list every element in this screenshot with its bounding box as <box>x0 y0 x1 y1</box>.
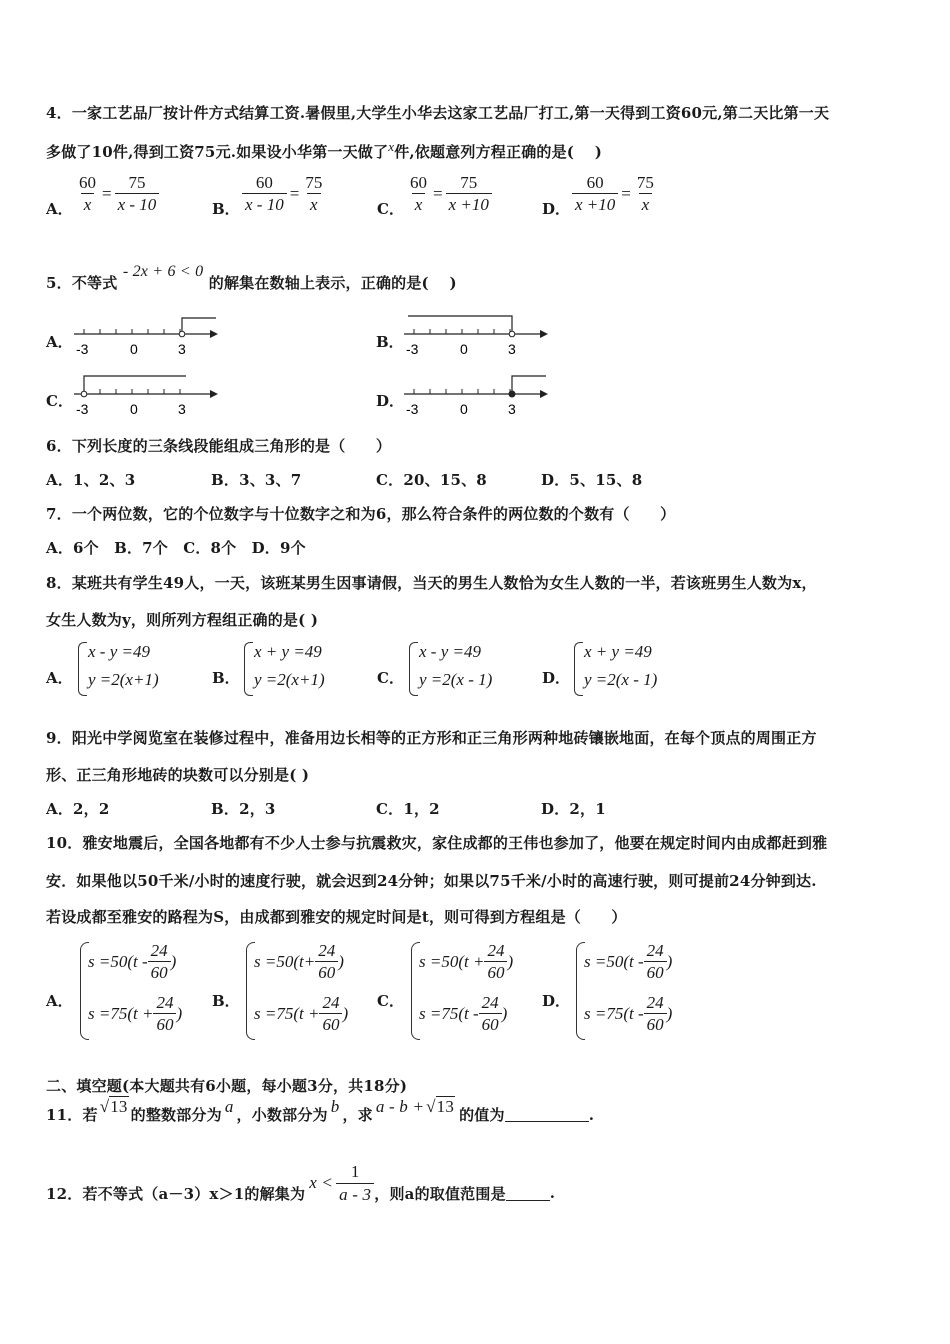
q10-d-eq2-text: s =75(t - <box>584 1003 644 1023</box>
q10-b-letter: B． <box>212 992 240 1010</box>
q4-line2-a: 多做了10件,得到工资75元.如果设小华第一天做了 <box>46 143 389 161</box>
q11-var-b: b <box>330 1096 340 1116</box>
q9-option-b[interactable]: B．2，3 <box>211 800 276 818</box>
q5-d-tick-0: 0 <box>460 401 468 417</box>
q4-c-left-num: 60 <box>410 173 427 192</box>
q5-stem <box>46 263 457 293</box>
q11-p4: ，求 <box>342 1106 373 1124</box>
q5-option-b-numberline[interactable] <box>400 310 550 360</box>
q11-p5: 的值为 <box>459 1106 505 1124</box>
q8-b-brace <box>244 642 253 696</box>
q8-options <box>46 640 906 700</box>
q5-b-tick-neg3: -3 <box>406 341 419 357</box>
q12-frac-den: a - 3 <box>336 1183 374 1205</box>
q11-sqrt1: √13 <box>99 1096 128 1116</box>
q10-d-eq1-text: s =50(t - <box>584 951 644 971</box>
q10-c-eq1 <box>419 940 513 984</box>
q10-b-eq2-text: s =75(t + <box>254 1003 320 1023</box>
q10-a-letter: A． <box>46 992 73 1010</box>
q4-option-d[interactable] <box>542 172 654 218</box>
q10-d-eq2-close: ) <box>666 1003 673 1023</box>
q10-b-eq1-close: ) <box>338 951 344 971</box>
q10-d-eq2-num: 24 <box>646 993 664 1012</box>
q11 <box>46 1096 595 1125</box>
q12-lhs: x < <box>309 1173 334 1192</box>
q10-b-eq1-den: 60 <box>315 961 338 983</box>
q10-a-eq2-den: 60 <box>153 1013 176 1035</box>
q8-b-letter: B． <box>212 669 240 687</box>
q5-option-c-numberline[interactable] <box>70 370 220 420</box>
q8-c-eq2: y =2(x - 1) <box>419 670 493 689</box>
q4-options <box>46 172 896 224</box>
q6-option-b[interactable]: B．3、3、7 <box>211 471 302 489</box>
q7-options[interactable]: A．6个 B．7个 C．8个 D．9个 <box>46 539 306 557</box>
q4-d-right-den: x <box>639 193 653 215</box>
q4-a-right-den: x - 10 <box>115 193 160 215</box>
q8-d-letter: D． <box>542 669 571 687</box>
q8-a-eq2: y =2(x+1) <box>88 670 159 689</box>
q10-d-eq1-close: ) <box>666 951 673 971</box>
q4-option-d-letter: D． <box>542 200 571 218</box>
q8-c-brace <box>409 642 418 696</box>
q11-sqrt1-arg: 13 <box>110 1096 128 1116</box>
q10-a-eq2 <box>88 992 182 1036</box>
q4-option-a[interactable] <box>46 172 157 218</box>
q4-b-right-den: x <box>307 193 321 215</box>
q11-p6: . <box>588 1105 595 1124</box>
q4-d-left-num: 60 <box>586 173 604 192</box>
q10-b-eq2-num: 24 <box>322 993 340 1012</box>
q8-a-brace <box>78 642 87 696</box>
q4-d-right-num: 75 <box>636 173 654 192</box>
q4-a-eq: = <box>102 183 112 203</box>
q5-option-c-letter[interactable]: C． <box>46 392 73 410</box>
q5-c-tick-0: 0 <box>130 401 138 417</box>
q6-option-a[interactable]: A．1、2、3 <box>46 471 136 489</box>
q4-c-right-den: x +10 <box>446 193 492 215</box>
q10-b-eq2-close: ) <box>342 1003 349 1023</box>
q5-prefix: 5．不等式 <box>46 274 118 292</box>
q8-a-eq1: x - y =49 <box>88 642 150 661</box>
q9-option-a[interactable]: A．2，2 <box>46 800 110 818</box>
q4-option-c[interactable] <box>377 172 489 218</box>
q10-line3: 若设成都至雅安的路程为S，由成都到雅安的规定时间是t，则可得到方程组是（ ） <box>46 908 627 926</box>
q9-option-d[interactable]: D．2，1 <box>541 800 606 818</box>
q5-c-tick-3: 3 <box>178 401 186 417</box>
q4-var-x: x <box>388 139 395 154</box>
q4-a-left-num: 60 <box>79 173 96 192</box>
q12 <box>46 1158 555 1208</box>
q10-c-eq1-close: ) <box>507 951 514 971</box>
q10-a-eq1-text: s =50(t - <box>88 951 148 971</box>
q5-suffix: 的解集在数轴上表示，正确的是( ) <box>208 274 457 292</box>
q10-c-eq1-den: 60 <box>484 961 507 983</box>
q8-d-brace <box>574 642 583 696</box>
q5-a-tick-neg3: -3 <box>76 341 89 357</box>
q5-a-tick-3: 3 <box>178 341 186 357</box>
q10-option-d[interactable] <box>542 938 702 1044</box>
q7-stem: 7．一个两位数，它的个位数字与十位数字之和为6，那么符合条件的两位数的个数有（ ） <box>46 505 676 523</box>
q5-inequality: - 2x + 6 < 0 <box>122 263 204 280</box>
q4-option-b[interactable] <box>212 172 323 218</box>
q8-c-eq1: x - y =49 <box>419 642 481 661</box>
q8-b-eq1: x + y =49 <box>254 642 322 661</box>
q11-sqrt2-arg: 13 <box>436 1096 455 1116</box>
q10-option-b[interactable] <box>212 938 372 1044</box>
q10-a-eq2-close: ) <box>176 1003 183 1023</box>
q8-line2: 女生人数为y，则所列方程组正确的是( ) <box>46 611 319 629</box>
q10-d-eq1-num: 24 <box>646 941 664 960</box>
q5-a-tick-0: 0 <box>130 341 138 357</box>
q10-c-eq2-close: ) <box>501 1003 508 1023</box>
q4-option-c-letter: C． <box>377 200 404 218</box>
section2-heading: 二、填空题(本大题共有6小题，每小题3分，共18分) <box>46 1077 408 1095</box>
q11-p3: ，小数部分为 <box>236 1106 328 1124</box>
q10-c-eq1-num: 24 <box>487 941 505 960</box>
q8-a-letter: A． <box>46 669 73 687</box>
q10-d-eq2-den: 60 <box>644 1013 667 1035</box>
q10-b-eq2 <box>254 992 348 1036</box>
q4-option-a-letter: A． <box>46 200 73 218</box>
q5-b-tick-0: 0 <box>460 341 468 357</box>
q6-stem: 6．下列长度的三条线段能组成三角形的是（ ） <box>46 437 392 455</box>
q10-d-eq1 <box>584 940 672 984</box>
q9-option-c[interactable]: C．1，2 <box>376 800 440 818</box>
q5-d-tick-3: 3 <box>508 401 516 417</box>
q4-b-eq: = <box>289 183 300 203</box>
q10-b-eq1-num: 24 <box>318 941 336 960</box>
q4-line1: 4．一家工艺品厂按计件方式结算工资.暑假里,大学生小华去这家工艺品厂打工,第一天得到工资60元,第二天比第一天 <box>46 104 830 122</box>
q12-frac <box>336 1161 374 1205</box>
q10-option-a[interactable] <box>46 938 206 1044</box>
q10-d-letter: D． <box>542 992 571 1010</box>
q10-a-eq2-num: 24 <box>156 993 174 1012</box>
q10-c-eq2-den: 60 <box>479 1013 502 1035</box>
q5-option-b-letter[interactable]: B． <box>376 333 404 351</box>
q4-line2 <box>46 139 602 162</box>
q5-c-tick-neg3: -3 <box>76 401 89 417</box>
q4-line2-b: 件,依题意列方程正确的是( ) <box>394 143 603 161</box>
q8-d-eq2: y =2(x - 1) <box>584 670 658 689</box>
q10-c-eq2 <box>419 992 507 1036</box>
q10-c-eq2-num: 24 <box>481 993 499 1012</box>
q10-c-eq2-text: s =75(t - <box>419 1003 479 1023</box>
q10-b-eq1 <box>254 940 344 984</box>
q10-line2: 安．如果他以50千米/小时的速度行驶，就会迟到24分钟；如果以75千米/小时的高速行驶，则可提前24分钟到达. <box>46 872 817 890</box>
q5-option-a-numberline[interactable] <box>70 312 220 360</box>
q11-expr: a - b + <box>375 1096 425 1116</box>
q11-sqrt2: √13 <box>426 1096 455 1116</box>
q11-p2: 的整数部分为 <box>130 1106 222 1124</box>
q5-option-d-numberline[interactable] <box>400 370 550 420</box>
q5-d-tick-neg3: -3 <box>406 401 419 417</box>
q5-option-a-letter[interactable]: A． <box>46 333 73 351</box>
q12-answer-blank[interactable] <box>506 1186 550 1201</box>
q4-option-b-letter: B． <box>212 200 240 218</box>
q6-option-c[interactable]: C．20、15、8 <box>376 471 487 489</box>
q5-b-tick-3: 3 <box>508 341 516 357</box>
q4-b-left-num: 60 <box>255 173 273 192</box>
q9-line1: 9．阳光中学阅览室在装修过程中，准备用边长相等的正方形和正三角形两种地砖镶嵌地面，在每个顶点的周围正方 <box>46 729 817 747</box>
q4-d-left-den: x +10 <box>572 193 618 215</box>
q10-line1: 10．雅安地震后，全国各地都有不少人士参与抗震救灾，家住成都的王伟也参加了，他要在规定时间内由成都赶到雅 <box>46 834 828 852</box>
q6-option-d[interactable]: D．5、15、8 <box>541 471 643 489</box>
q10-c-letter: C． <box>377 992 404 1010</box>
q11-p1: 11．若 <box>46 1106 98 1124</box>
q4-b-right-num: 75 <box>305 173 323 192</box>
q4-c-left-den: x <box>412 193 426 215</box>
q8-line1: 8．某班共有学生49人，一天，该班某男生因事请假，当天的男生人数恰为女生人数的一半，若该班男生人数为x， <box>46 574 817 592</box>
q12-p1: 12．若不等式（a－3）x＞1的解集为 <box>46 1184 306 1203</box>
q4-b-left-den: x - 10 <box>242 193 287 215</box>
q4-c-right-num: 75 <box>460 173 478 192</box>
q10-a-eq1 <box>88 940 176 984</box>
q4-a-right-num: 75 <box>128 173 146 192</box>
q5-option-d-letter[interactable]: D． <box>376 392 405 410</box>
q10-b-eq1-text: s =50(t+ <box>254 951 316 971</box>
q12-p3: . <box>549 1184 556 1202</box>
q10-b-eq2-den: 60 <box>319 1013 342 1035</box>
q8-b-eq2: y =2(x+1) <box>254 670 325 689</box>
q8-c-letter: C． <box>377 669 404 687</box>
q11-answer-blank[interactable] <box>505 1107 589 1122</box>
q10-option-c[interactable] <box>377 938 537 1044</box>
q8-d-eq1: x + y =49 <box>584 642 652 661</box>
q9-line2: 形、正三角形地砖的块数可以分别是( ) <box>46 766 310 784</box>
q10-a-eq1-close: ) <box>170 951 177 971</box>
q10-d-eq2 <box>584 992 672 1036</box>
q10-d-eq1-den: 60 <box>644 961 667 983</box>
q12-p2: ，则a的取值范围是 <box>374 1184 506 1203</box>
q4-c-eq: = <box>433 183 443 203</box>
q10-options <box>46 938 906 1044</box>
q11-var-a: a <box>224 1096 234 1116</box>
q12-frac-num: 1 <box>350 1162 360 1182</box>
q10-a-eq1-den: 60 <box>148 961 171 983</box>
q10-a-eq1-num: 24 <box>150 941 168 960</box>
q10-a-eq2-text: s =75(t + <box>88 1003 154 1023</box>
q10-c-eq1-text: s =50(t + <box>419 951 485 971</box>
q4-d-eq: = <box>621 183 631 203</box>
q4-a-left-den: x <box>81 193 95 215</box>
